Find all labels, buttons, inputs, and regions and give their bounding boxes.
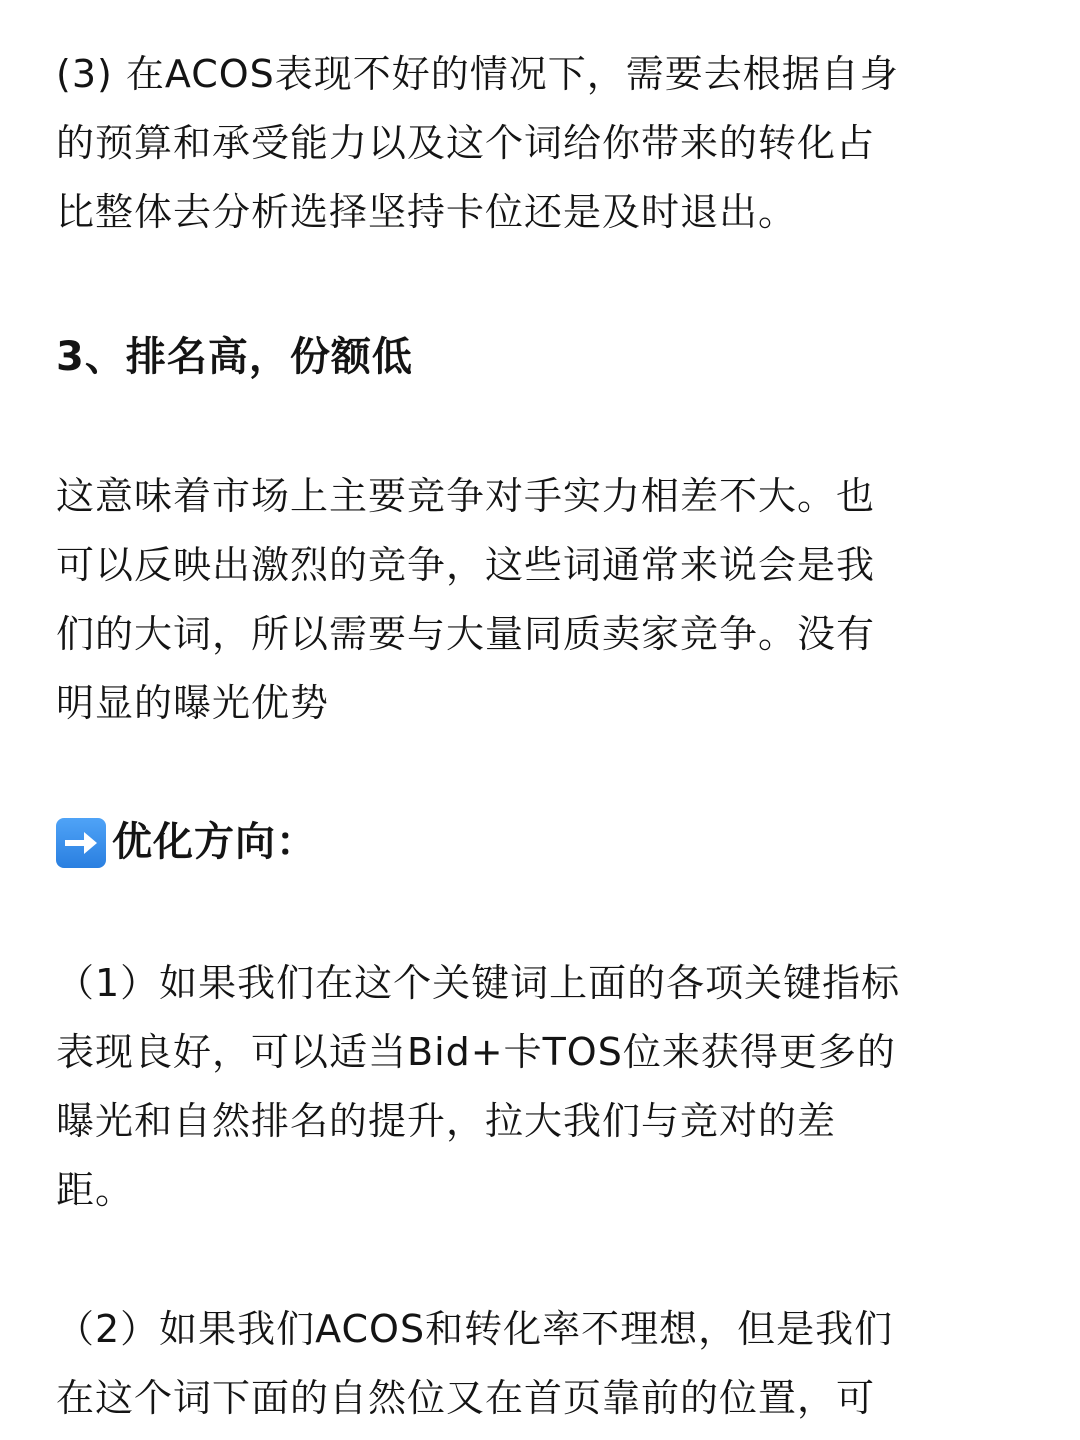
text-line: 表现良好，可以适当Bid+卡TOS位来获得更多的 [56,1030,896,1074]
paragraph-competition [56,462,1026,738]
paragraph-option-1 [56,949,1026,1225]
optimization-heading [56,808,1026,877]
text-line: 这意味着市场上主要竞争对手实力相差不大。也 [56,474,876,518]
paragraph-acos-poor [56,40,1026,247]
text-line: 明显的曝光优势 [56,681,330,725]
text-line: 比整体去分析选择坚持卡位还是及时退出。 [56,190,798,234]
text-line: 可以反映出激烈的竞争，这些词通常来说会是我 [56,543,876,587]
section-heading: 3、排名高，份额低 [56,334,413,380]
text-line: 距。 [56,1168,135,1212]
text-line: （1）如果我们在这个关键词上面的各项关键指标 [56,961,901,1005]
text-line: （2）如果我们ACOS和转化率不理想，但是我们 [56,1307,894,1351]
right-arrow-icon [56,818,106,868]
optimization-title: 优化方向： [112,819,317,865]
text-line: 们的大词，所以需要与大量同质卖家竞争。没有 [56,612,876,656]
text-line: (3) 在ACOS表现不好的情况下，需要去根据自身 [56,52,899,96]
article-body [56,40,1026,1433]
text-line: 的预算和承受能力以及这个词给你带来的转化占 [56,121,876,165]
text-line: 曝光和自然排名的提升，拉大我们与竞对的差 [56,1099,837,1143]
paragraph-option-2 [56,1295,1026,1433]
text-line: 在这个词下面的自然位又在首页靠前的位置，可 [56,1376,876,1420]
